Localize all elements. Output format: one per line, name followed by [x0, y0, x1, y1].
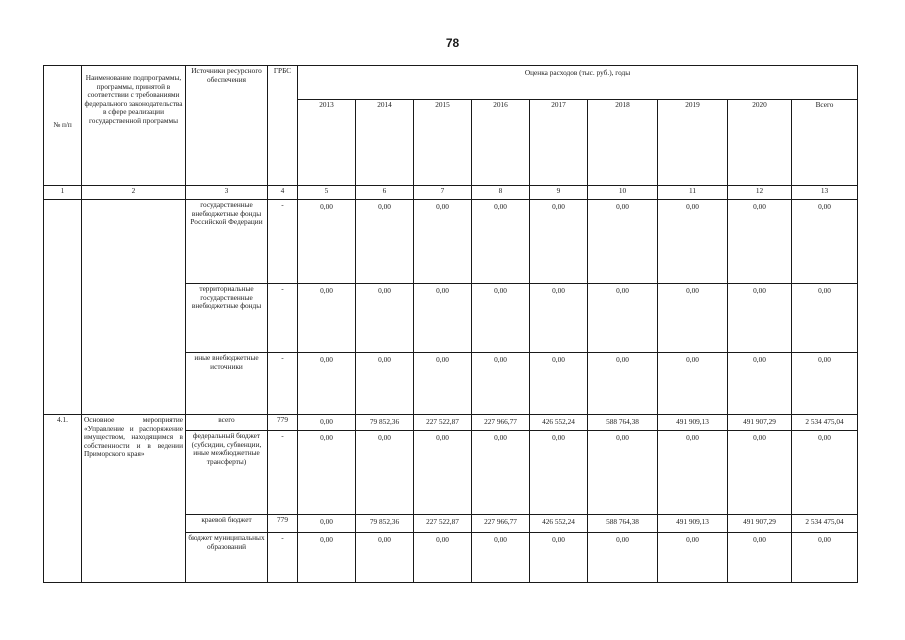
column-index: 9: [530, 186, 588, 200]
row-name: [82, 200, 186, 415]
cell-value: 227 522,87: [414, 515, 472, 533]
column-index: 6: [356, 186, 414, 200]
header-year: 2020: [728, 100, 792, 186]
cell-value: 0,00: [472, 284, 530, 353]
cell-value: 0,00: [298, 415, 356, 431]
cell-value: 0,00: [792, 284, 858, 353]
row-grbs: -: [268, 200, 298, 284]
row-name: Основное мероприятие «Управление и распоряжение имуществом, находящимся в собственности и в ведении Приморского края»: [82, 415, 186, 583]
row-source: всего: [186, 415, 268, 431]
header-name: Наименование подпрограммы, программы, принятой в соответствии с требованиями федерального законодательства в сфере реализации государственной программы: [82, 66, 186, 186]
header-year: 2013: [298, 100, 356, 186]
row-source: федеральный бюджет (субсидии, субвенции, иные межбюджетные трансферты): [186, 431, 268, 515]
cell-value: 0,00: [472, 533, 530, 583]
cell-value: 0,00: [658, 353, 728, 415]
cell-value: 0,00: [472, 200, 530, 284]
cell-value: 0,00: [530, 200, 588, 284]
header-year: 2015: [414, 100, 472, 186]
cell-value: 0,00: [588, 353, 658, 415]
cell-value: 491 909,13: [658, 415, 728, 431]
cell-value: 2 534 475,04: [792, 415, 858, 431]
cell-value: 0,00: [298, 200, 356, 284]
cell-value: 0,00: [728, 533, 792, 583]
cell-value: 0,00: [792, 200, 858, 284]
column-index: 5: [298, 186, 356, 200]
cell-value: 0,00: [298, 515, 356, 533]
cell-value: 0,00: [414, 431, 472, 515]
cell-value: 0,00: [298, 353, 356, 415]
cell-value: 0,00: [792, 353, 858, 415]
cell-value: 0,00: [658, 431, 728, 515]
cell-value: 491 909,13: [658, 515, 728, 533]
cell-value: 0,00: [530, 284, 588, 353]
cell-value: 0,00: [298, 431, 356, 515]
cell-value: 227 522,87: [414, 415, 472, 431]
cell-value: 0,00: [414, 353, 472, 415]
cell-value: 227 966,77: [472, 415, 530, 431]
header-year: 2017: [530, 100, 588, 186]
column-index: 13: [792, 186, 858, 200]
row-grbs: -: [268, 431, 298, 515]
row-grbs: 779: [268, 515, 298, 533]
column-index: 11: [658, 186, 728, 200]
cell-value: 227 966,77: [472, 515, 530, 533]
cell-value: 0,00: [472, 431, 530, 515]
cell-value: 0,00: [792, 533, 858, 583]
cell-value: 0,00: [298, 533, 356, 583]
cell-value: 0,00: [356, 533, 414, 583]
header-source: Источники ресурсного обеспечения: [186, 66, 268, 186]
table-row: [44, 200, 858, 284]
cell-value: 0,00: [356, 200, 414, 284]
column-index: 10: [588, 186, 658, 200]
header-estimate: Оценка расходов (тыс. руб.), годы: [298, 66, 858, 100]
column-index: 3: [186, 186, 268, 200]
cell-value: 0,00: [658, 533, 728, 583]
column-index: 12: [728, 186, 792, 200]
cell-value: 0,00: [728, 200, 792, 284]
cell-value: 79 852,36: [356, 415, 414, 431]
header-year: 2014: [356, 100, 414, 186]
row-grbs: 779: [268, 415, 298, 431]
header-year: 2018: [588, 100, 658, 186]
cell-value: 79 852,36: [356, 515, 414, 533]
cell-value: 0,00: [658, 200, 728, 284]
column-index: 1: [44, 186, 82, 200]
cell-value: 0,00: [530, 431, 588, 515]
cell-value: 0,00: [588, 431, 658, 515]
row-source: территориальные государственные внебюджетные фонды: [186, 284, 268, 353]
cell-value: 0,00: [298, 284, 356, 353]
header-year: 2019: [658, 100, 728, 186]
cell-value: 588 764,38: [588, 415, 658, 431]
cell-value: 0,00: [588, 200, 658, 284]
cell-value: 0,00: [792, 431, 858, 515]
column-index: 8: [472, 186, 530, 200]
cell-value: 0,00: [728, 353, 792, 415]
row-num: 4.1.: [44, 415, 82, 583]
row-source: государственные внебюджетные фонды Российской Федерации: [186, 200, 268, 284]
cell-value: 0,00: [728, 431, 792, 515]
row-grbs: -: [268, 533, 298, 583]
header-num: № п/п: [44, 66, 82, 186]
cell-value: 0,00: [414, 533, 472, 583]
header-grbs: ГРБС: [268, 66, 298, 186]
column-index: 7: [414, 186, 472, 200]
cell-value: 2 534 475,04: [792, 515, 858, 533]
cell-value: 0,00: [530, 533, 588, 583]
row-num: [44, 200, 82, 415]
cell-value: 0,00: [728, 284, 792, 353]
cell-value: 0,00: [356, 353, 414, 415]
cell-value: 0,00: [356, 284, 414, 353]
cell-value: 426 552,24: [530, 415, 588, 431]
cell-value: 588 764,38: [588, 515, 658, 533]
cell-value: 0,00: [414, 200, 472, 284]
row-source: бюджет муниципальных образований: [186, 533, 268, 583]
header-year: 2016: [472, 100, 530, 186]
cell-value: 0,00: [588, 284, 658, 353]
cell-value: 0,00: [588, 533, 658, 583]
cell-value: 0,00: [530, 353, 588, 415]
cell-value: 0,00: [414, 284, 472, 353]
cell-value: 0,00: [658, 284, 728, 353]
column-index: 4: [268, 186, 298, 200]
row-source: иные внебюджетные источники: [186, 353, 268, 415]
cell-value: 0,00: [472, 353, 530, 415]
header-total: Всего: [792, 100, 858, 186]
table-row: [44, 415, 858, 431]
page-number: 78: [445, 36, 460, 50]
row-grbs: -: [268, 353, 298, 415]
cell-value: 491 907,29: [728, 515, 792, 533]
cell-value: 426 552,24: [530, 515, 588, 533]
column-index: 2: [82, 186, 186, 200]
cell-value: 491 907,29: [728, 415, 792, 431]
row-source: краевой бюджет: [186, 515, 268, 533]
cell-value: 0,00: [356, 431, 414, 515]
budget-table: [43, 65, 858, 583]
row-grbs: -: [268, 284, 298, 353]
